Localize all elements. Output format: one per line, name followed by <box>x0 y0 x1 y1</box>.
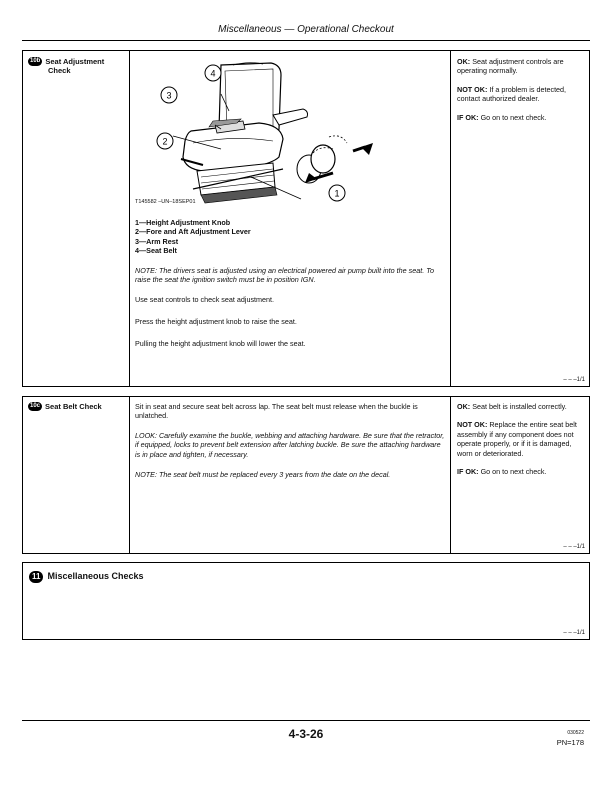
section-endmark: – – –1/1 <box>563 630 585 636</box>
page-number: 4-3-26 <box>288 727 324 741</box>
column-divider <box>450 51 451 386</box>
seat-note: NOTE: The drivers seat is adjusted using an electrical powered air pump built into the seat. To raise the seat the ignition switch must be in position IGN. <box>135 266 434 285</box>
step-10b-box <box>22 50 590 387</box>
svg-text:3: 3 <box>166 90 172 101</box>
column-divider <box>129 51 130 386</box>
instruction-text: Pulling the height adjustment knob will lower the seat. <box>135 339 306 348</box>
legend-item: 2—Fore and Aft Adjustment Lever <box>135 227 251 237</box>
page-header-title: Miscellaneous — Operational Checkout <box>218 24 394 35</box>
step-10b-badge: 10b <box>30 58 41 64</box>
svg-text:1: 1 <box>334 188 340 199</box>
callout-3 <box>161 87 177 103</box>
result-column <box>457 57 583 122</box>
callout-2 <box>157 133 173 149</box>
not-ok-result: NOT OK: Replace the entire seat belt assembly if any component does not operate properly, or if it is damaged, worn or deteriorated. <box>457 420 577 458</box>
instruction-text: Sit in seat and secure seat belt across lap. The seat belt must release when the buckle is unlatched. <box>135 402 418 421</box>
figure-legend <box>135 218 435 256</box>
column-divider <box>450 397 451 553</box>
look-text: LOOK: Carefully examine the buckle, webbing and attaching hardware. Be sure that the retractor, if equipped, locks to prevent belt extension after latching buckle. Be sure the attaching hardware is in place and tighten, if necessary. <box>135 431 445 459</box>
instruction-text: Use seat controls to check seat adjustment. <box>135 295 275 304</box>
svg-text:2: 2 <box>162 136 168 147</box>
legend-item: 1—Height Adjustment Knob <box>135 218 231 227</box>
figure-id: T145582 –UN–18SEP01 <box>135 199 196 205</box>
not-ok-result: NOT OK: If a problem is detected, contact authorized dealer. <box>457 84 567 104</box>
section-endmark: – – –1/1 <box>563 544 585 550</box>
ok-result: OK: Seat belt is installed correctly. <box>457 402 567 411</box>
step-10b-title: 10b Seat Adjustment Check <box>30 57 105 75</box>
header-rule <box>22 40 590 41</box>
step-11-title: 11 Miscellaneous Checks <box>29 571 144 583</box>
svg-text:4: 4 <box>210 68 216 79</box>
instruction-text: Press the height adjustment knob to raise the seat. <box>135 317 297 326</box>
ok-result: OK: Seat adjustment controls are operating normally. <box>457 57 564 76</box>
result-column <box>457 402 585 476</box>
footer-rule <box>22 720 590 721</box>
column-divider <box>129 397 130 553</box>
step-10c-badge: 10c <box>30 403 41 409</box>
if-ok-result: IF OK: Go on to next check. <box>457 112 547 122</box>
if-ok-result: IF OK: Go on to next check. <box>457 467 547 477</box>
seat-belt-note: NOTE: The seat belt must be replaced every 3 years from the date on the decal. <box>135 470 391 479</box>
step-11-badge: 11 <box>29 571 43 583</box>
legend-item: 3—Arm Rest <box>135 236 179 246</box>
callout-1 <box>329 185 345 201</box>
step-10c-box <box>22 396 590 554</box>
step-11-box <box>22 562 590 640</box>
pn-number: PN=178 <box>556 738 584 747</box>
date-code: 030522 <box>567 730 584 736</box>
seat-illustration <box>133 59 383 209</box>
callout-4 <box>205 65 221 81</box>
legend-item: 4—Seat Belt <box>135 246 177 256</box>
step-10c-title: 10c Seat Belt Check <box>30 402 102 411</box>
section-endmark: – – –1/1 <box>563 377 585 383</box>
